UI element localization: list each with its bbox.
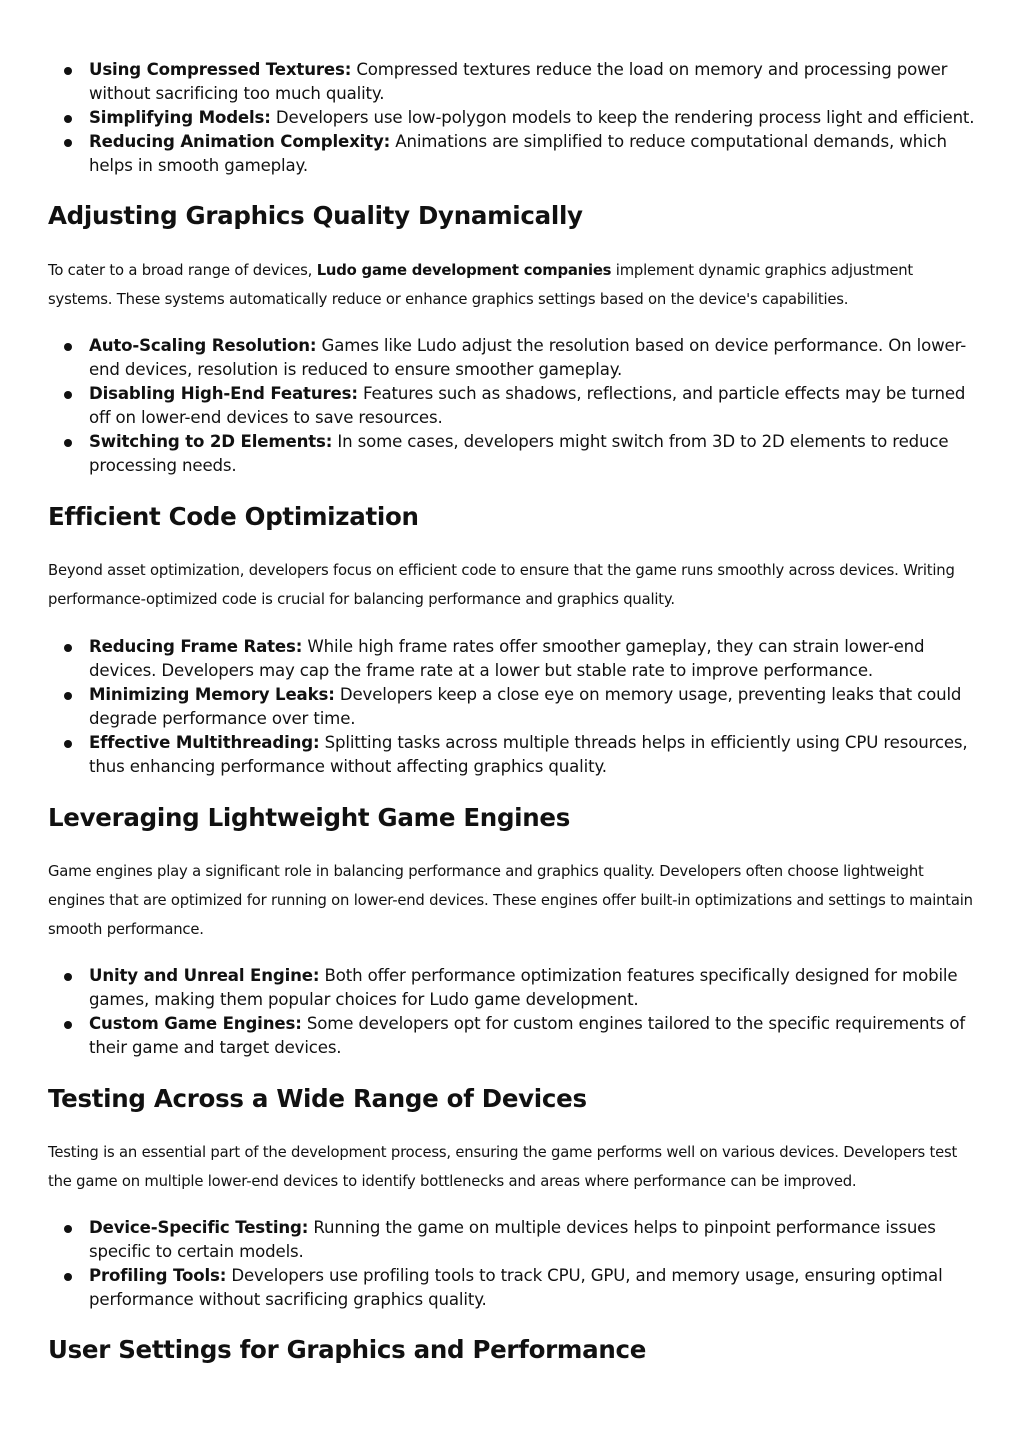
bullet-dot-icon — [64, 1225, 72, 1233]
bullet-label: Disabling High-End Features: — [89, 384, 358, 403]
bullet-list-asset-optimization — [64, 58, 982, 178]
bullet-dot-icon — [64, 1273, 72, 1281]
paragraph-text: Beyond asset optimization, developers focus on efficient code to ensure that the game runs smoothly across devices. Writing performance-optimized code is crucial for balancing performance and graphics quality. — [48, 562, 955, 608]
bullet-item — [64, 58, 982, 106]
bullet-list-code-optimization — [64, 635, 982, 779]
bullet-text: Both offer performance optimization features specifically designed for mobile games, making them popular choices for Ludo game development. — [89, 966, 958, 1009]
section-heading-game-engines: Leveraging Lightweight Game Engines — [48, 803, 571, 832]
bullet-dot-icon — [64, 115, 72, 123]
bullet-item — [64, 683, 982, 731]
bullet-text: Features such as shadows, reflections, and particle effects may be turned off on lower-end devices to save resources. — [89, 384, 966, 427]
bullet-item — [64, 1216, 982, 1264]
bullet-label: Custom Game Engines: — [89, 1014, 302, 1033]
bullet-text: Compressed textures reduce the load on memory and processing power without sacrificing too much quality. — [89, 60, 948, 103]
bullet-item — [64, 382, 982, 430]
bullet-label: Reducing Frame Rates: — [89, 637, 303, 656]
bullet-text: Developers use profiling tools to track CPU, GPU, and memory usage, ensuring optimal performance without sacrificing graphics quality. — [89, 1266, 943, 1309]
bullet-text: Games like Ludo adjust the resolution based on device performance. On lower-end devices, resolution is reduced to ensure smoother gameplay. — [89, 336, 967, 379]
bullet-label: Using Compressed Textures: — [89, 60, 352, 79]
bullet-item — [64, 1012, 982, 1060]
bullet-label: Simplifying Models: — [89, 108, 271, 127]
paragraph-text: Testing is an essential part of the development process, ensuring the game performs well on various devices. Developers test the game on multiple lower-end devices to identify bottlenecks and areas where performance can be improved. — [48, 1144, 958, 1190]
bullet-dot-icon — [64, 439, 72, 447]
bullet-dot-icon — [64, 973, 72, 981]
section-paragraph — [48, 556, 973, 614]
bullet-item — [64, 106, 982, 130]
paragraph-text: implement dynamic graphics adjustment systems. These systems automatically reduce or enhance graphics settings based on the device's capabilities. — [48, 262, 914, 308]
bullet-dot-icon — [64, 67, 72, 75]
section-heading-code-optimization: Efficient Code Optimization — [48, 502, 419, 531]
bullet-dot-icon — [64, 139, 72, 147]
bullet-text: Splitting tasks across multiple threads helps in efficiently using CPU resources, thus enhancing performance without affecting graphics quality. — [89, 733, 968, 776]
bullet-label: Device-Specific Testing: — [89, 1218, 309, 1237]
bullet-dot-icon — [64, 740, 72, 748]
bullet-text: Animations are simplified to reduce computational demands, which helps in smooth gameplay. — [89, 132, 947, 175]
section-paragraph — [48, 857, 973, 944]
bullet-label: Effective Multithreading: — [89, 733, 320, 752]
bullet-dot-icon — [64, 343, 72, 351]
bullet-item — [64, 1264, 982, 1312]
bullet-item — [64, 430, 982, 478]
bullet-item — [64, 334, 982, 382]
section-heading-graphics-quality: Adjusting Graphics Quality Dynamically — [48, 201, 583, 230]
bullet-dot-icon — [64, 1021, 72, 1029]
bullet-list-graphics-quality — [64, 334, 982, 478]
bullet-text: While high frame rates offer smoother gameplay, they can strain lower-end devices. Developers may cap the frame rate at a lower but stable rate to improve performance. — [89, 637, 925, 680]
section-paragraph — [48, 1138, 973, 1196]
paragraph-text: To cater to a broad range of devices, — [48, 262, 317, 279]
bullet-label: Reducing Animation Complexity: — [89, 132, 391, 151]
bullet-label: Unity and Unreal Engine: — [89, 966, 320, 985]
section-heading-user-settings: User Settings for Graphics and Performance — [48, 1335, 647, 1364]
section-paragraph — [48, 256, 973, 314]
paragraph-bold-text: Ludo game development companies — [316, 262, 612, 279]
bullet-label: Auto-Scaling Resolution: — [89, 336, 317, 355]
bullet-item — [64, 731, 982, 779]
bullet-list-game-engines — [64, 964, 982, 1060]
bullet-dot-icon — [64, 391, 72, 399]
bullet-text: Developers keep a close eye on memory usage, preventing leaks that could degrade performance over time. — [89, 685, 962, 728]
bullet-text: In some cases, developers might switch from 3D to 2D elements to reduce processing needs. — [89, 432, 949, 475]
bullet-text: Running the game on multiple devices helps to pinpoint performance issues specific to certain models. — [89, 1218, 936, 1261]
bullet-label: Profiling Tools: — [89, 1266, 227, 1285]
bullet-list-device-testing — [64, 1216, 982, 1312]
bullet-text: Developers use low-polygon models to keep the rendering process light and efficient. — [270, 108, 975, 127]
bullet-label: Minimizing Memory Leaks: — [89, 685, 335, 704]
bullet-item — [64, 130, 982, 178]
bullet-dot-icon — [64, 644, 72, 652]
bullet-item — [64, 635, 982, 683]
bullet-item — [64, 964, 982, 1012]
paragraph-text: Game engines play a significant role in balancing performance and graphics quality. Developers often choose lightweight engines that are optimized for running on lower-end devices. These engines offer built-in optimizations and settings to maintain smooth performance. — [48, 863, 973, 938]
bullet-label: Switching to 2D Elements: — [89, 432, 333, 451]
section-heading-device-testing: Testing Across a Wide Range of Devices — [48, 1084, 587, 1113]
bullet-dot-icon — [64, 692, 72, 700]
bullet-text: Some developers opt for custom engines tailored to the specific requirements of their game and target devices. — [89, 1014, 966, 1057]
